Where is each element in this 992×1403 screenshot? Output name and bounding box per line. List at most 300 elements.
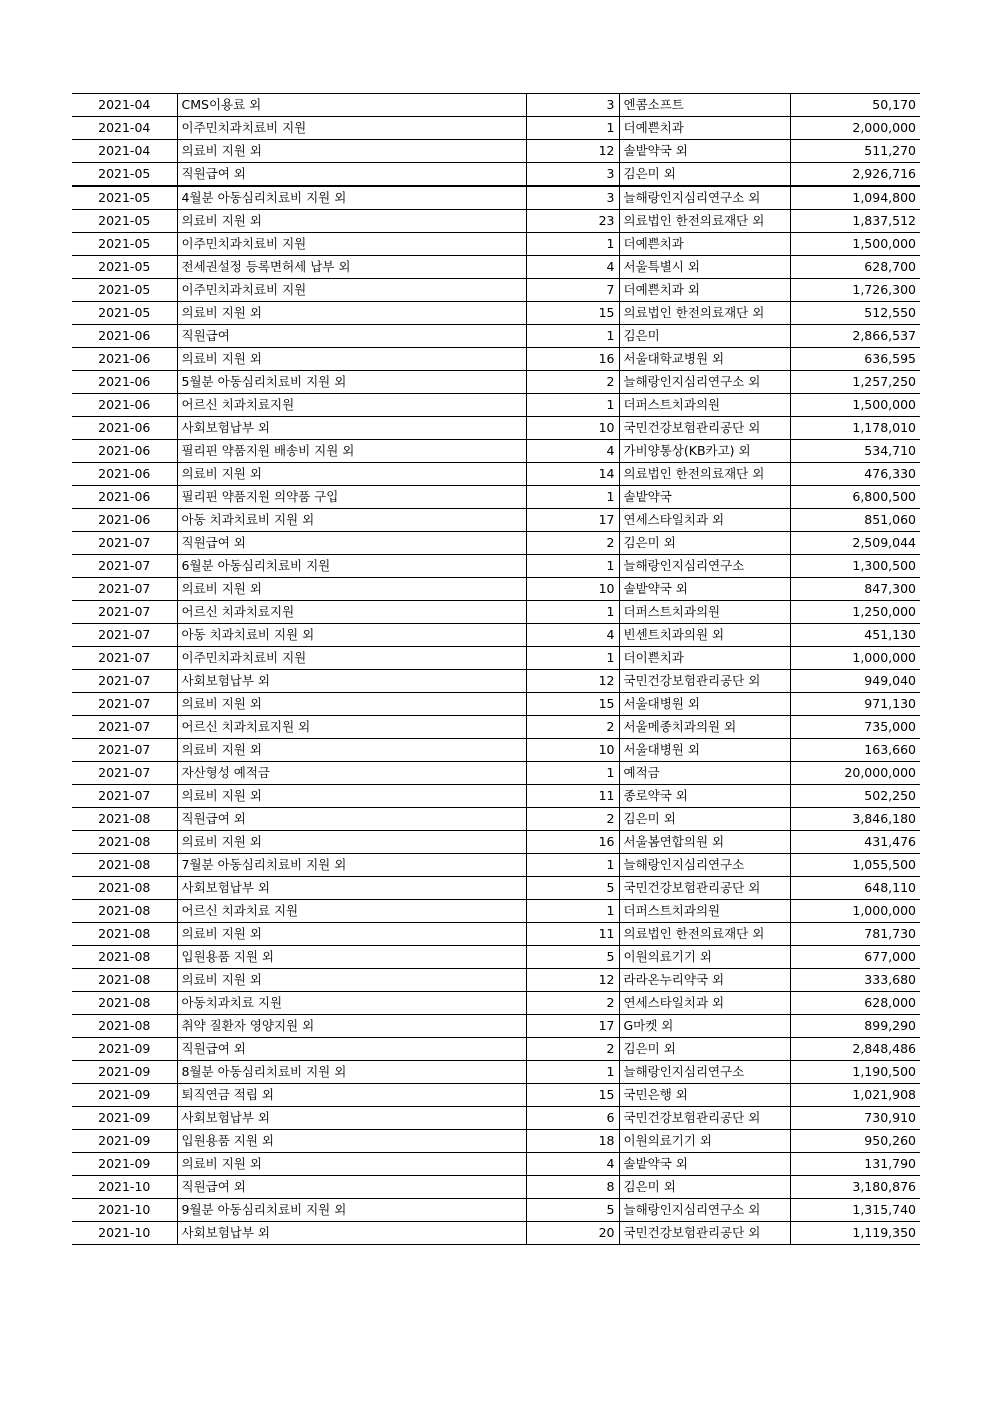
count-cell: 1 xyxy=(526,486,619,509)
date-cell: 2021-06 xyxy=(72,486,177,509)
table-row xyxy=(72,624,920,647)
count-cell: 1 xyxy=(526,647,619,670)
table-row xyxy=(72,555,920,578)
count-cell: 14 xyxy=(526,463,619,486)
amount-cell: 2,926,716 xyxy=(790,163,920,187)
payee-cell: 국민은행 외 xyxy=(619,1084,790,1107)
description-cell: 자산형성 예적금 xyxy=(177,762,526,785)
date-cell: 2021-06 xyxy=(72,463,177,486)
amount-cell: 949,040 xyxy=(790,670,920,693)
table-row xyxy=(72,302,920,325)
payee-cell: 더이쁜치과 xyxy=(619,647,790,670)
count-cell: 1 xyxy=(526,854,619,877)
description-cell: CMS이용료 외 xyxy=(177,94,526,117)
table-row xyxy=(72,1061,920,1084)
description-cell: 사회보험납부 외 xyxy=(177,1222,526,1245)
count-cell: 4 xyxy=(526,440,619,463)
table-row xyxy=(72,233,920,256)
date-cell: 2021-06 xyxy=(72,371,177,394)
payee-cell: 서울특별시 외 xyxy=(619,256,790,279)
table-row xyxy=(72,578,920,601)
amount-cell: 851,060 xyxy=(790,509,920,532)
count-cell: 5 xyxy=(526,877,619,900)
date-cell: 2021-07 xyxy=(72,601,177,624)
amount-cell: 628,000 xyxy=(790,992,920,1015)
description-cell: 어르신 치과치료지원 xyxy=(177,394,526,417)
date-cell: 2021-06 xyxy=(72,509,177,532)
date-cell: 2021-10 xyxy=(72,1199,177,1222)
payee-cell: 엔콤소프트 xyxy=(619,94,790,117)
payee-cell: 가비양통상(KB카고) 외 xyxy=(619,440,790,463)
count-cell: 11 xyxy=(526,785,619,808)
description-cell: 의료비 지원 외 xyxy=(177,140,526,163)
description-cell: 4월분 아동심리치료비 지원 외 xyxy=(177,186,526,210)
payee-cell: 솔밭약국 외 xyxy=(619,140,790,163)
amount-cell: 1,021,908 xyxy=(790,1084,920,1107)
table-row xyxy=(72,94,920,117)
payee-cell: 솔밭약국 외 xyxy=(619,1153,790,1176)
count-cell: 10 xyxy=(526,578,619,601)
count-cell: 16 xyxy=(526,831,619,854)
description-cell: 의료비 지원 외 xyxy=(177,785,526,808)
payee-cell: 이원의료기기 외 xyxy=(619,1130,790,1153)
table-row xyxy=(72,279,920,302)
amount-cell: 512,550 xyxy=(790,302,920,325)
count-cell: 5 xyxy=(526,946,619,969)
count-cell: 4 xyxy=(526,256,619,279)
amount-cell: 1,250,000 xyxy=(790,601,920,624)
date-cell: 2021-07 xyxy=(72,624,177,647)
description-cell: 이주민치과치료비 지원 xyxy=(177,117,526,140)
description-cell: 의료비 지원 외 xyxy=(177,1153,526,1176)
payee-cell: G마켓 외 xyxy=(619,1015,790,1038)
date-cell: 2021-07 xyxy=(72,647,177,670)
description-cell: 의료비 지원 외 xyxy=(177,923,526,946)
table-row xyxy=(72,1107,920,1130)
count-cell: 2 xyxy=(526,716,619,739)
count-cell: 2 xyxy=(526,808,619,831)
payee-cell: 국민건강보험관리공단 외 xyxy=(619,877,790,900)
description-cell: 어르신 치과치료지원 xyxy=(177,601,526,624)
amount-cell: 2,000,000 xyxy=(790,117,920,140)
amount-cell: 3,846,180 xyxy=(790,808,920,831)
expense-table-body xyxy=(72,94,920,1245)
count-cell: 4 xyxy=(526,1153,619,1176)
date-cell: 2021-08 xyxy=(72,923,177,946)
date-cell: 2021-08 xyxy=(72,900,177,923)
count-cell: 10 xyxy=(526,417,619,440)
date-cell: 2021-06 xyxy=(72,394,177,417)
description-cell: 입원용품 지원 외 xyxy=(177,946,526,969)
payee-cell: 솔밭약국 xyxy=(619,486,790,509)
count-cell: 5 xyxy=(526,1199,619,1222)
description-cell: 필리핀 약품지원 의약품 구입 xyxy=(177,486,526,509)
table-row xyxy=(72,969,920,992)
payee-cell: 늘해랑인지심리연구소 외 xyxy=(619,371,790,394)
description-cell: 직원급여 xyxy=(177,325,526,348)
amount-cell: 1,500,000 xyxy=(790,233,920,256)
date-cell: 2021-04 xyxy=(72,117,177,140)
description-cell: 사회보험납부 외 xyxy=(177,1107,526,1130)
date-cell: 2021-08 xyxy=(72,992,177,1015)
payee-cell: 서울대병원 외 xyxy=(619,739,790,762)
amount-cell: 971,130 xyxy=(790,693,920,716)
date-cell: 2021-05 xyxy=(72,302,177,325)
table-row xyxy=(72,785,920,808)
amount-cell: 1,257,250 xyxy=(790,371,920,394)
date-cell: 2021-07 xyxy=(72,555,177,578)
date-cell: 2021-07 xyxy=(72,578,177,601)
description-cell: 아동 치과치료비 지원 외 xyxy=(177,509,526,532)
description-cell: 입원용품 지원 외 xyxy=(177,1130,526,1153)
amount-cell: 20,000,000 xyxy=(790,762,920,785)
date-cell: 2021-07 xyxy=(72,785,177,808)
date-cell: 2021-08 xyxy=(72,877,177,900)
amount-cell: 534,710 xyxy=(790,440,920,463)
amount-cell: 6,800,500 xyxy=(790,486,920,509)
table-row xyxy=(72,1153,920,1176)
table-row xyxy=(72,946,920,969)
count-cell: 23 xyxy=(526,210,619,233)
count-cell: 12 xyxy=(526,670,619,693)
count-cell: 1 xyxy=(526,117,619,140)
table-row xyxy=(72,256,920,279)
date-cell: 2021-05 xyxy=(72,163,177,187)
payee-cell: 서울대학교병원 외 xyxy=(619,348,790,371)
count-cell: 16 xyxy=(526,348,619,371)
date-cell: 2021-04 xyxy=(72,140,177,163)
date-cell: 2021-06 xyxy=(72,440,177,463)
table-row xyxy=(72,210,920,233)
table-row xyxy=(72,1084,920,1107)
date-cell: 2021-09 xyxy=(72,1130,177,1153)
description-cell: 어르신 치과치료 지원 xyxy=(177,900,526,923)
amount-cell: 1,094,800 xyxy=(790,186,920,210)
amount-cell: 1,055,500 xyxy=(790,854,920,877)
table-row xyxy=(72,371,920,394)
payee-cell: 김은미 외 xyxy=(619,1038,790,1061)
expense-table xyxy=(72,93,920,1245)
count-cell: 12 xyxy=(526,969,619,992)
count-cell: 1 xyxy=(526,900,619,923)
table-row xyxy=(72,140,920,163)
date-cell: 2021-06 xyxy=(72,325,177,348)
date-cell: 2021-07 xyxy=(72,693,177,716)
description-cell: 직원급여 외 xyxy=(177,532,526,555)
payee-cell: 더퍼스트치과의원 xyxy=(619,900,790,923)
count-cell: 17 xyxy=(526,1015,619,1038)
payee-cell: 의료법인 한전의료재단 외 xyxy=(619,210,790,233)
date-cell: 2021-07 xyxy=(72,716,177,739)
description-cell: 6월분 아동심리치료비 지원 xyxy=(177,555,526,578)
payee-cell: 이원의료기기 외 xyxy=(619,946,790,969)
description-cell: 이주민치과치료비 지원 xyxy=(177,233,526,256)
date-cell: 2021-05 xyxy=(72,186,177,210)
payee-cell: 더퍼스트치과의원 xyxy=(619,394,790,417)
description-cell: 의료비 지원 외 xyxy=(177,578,526,601)
payee-cell: 솔밭약국 외 xyxy=(619,578,790,601)
payee-cell: 서울봄연합의원 외 xyxy=(619,831,790,854)
payee-cell: 늘해랑인지심리연구소 외 xyxy=(619,186,790,210)
date-cell: 2021-05 xyxy=(72,210,177,233)
date-cell: 2021-05 xyxy=(72,233,177,256)
description-cell: 의료비 지원 외 xyxy=(177,969,526,992)
table-row xyxy=(72,532,920,555)
amount-cell: 163,660 xyxy=(790,739,920,762)
description-cell: 직원급여 외 xyxy=(177,808,526,831)
table-row xyxy=(72,808,920,831)
description-cell: 의료비 지원 외 xyxy=(177,348,526,371)
table-row xyxy=(72,762,920,785)
count-cell: 1 xyxy=(526,555,619,578)
amount-cell: 1,119,350 xyxy=(790,1222,920,1245)
count-cell: 2 xyxy=(526,371,619,394)
count-cell: 18 xyxy=(526,1130,619,1153)
amount-cell: 735,000 xyxy=(790,716,920,739)
amount-cell: 781,730 xyxy=(790,923,920,946)
description-cell: 사회보험납부 외 xyxy=(177,877,526,900)
date-cell: 2021-07 xyxy=(72,532,177,555)
table-row xyxy=(72,693,920,716)
amount-cell: 511,270 xyxy=(790,140,920,163)
table-row xyxy=(72,1176,920,1199)
count-cell: 3 xyxy=(526,94,619,117)
table-row xyxy=(72,854,920,877)
amount-cell: 847,300 xyxy=(790,578,920,601)
description-cell: 직원급여 외 xyxy=(177,163,526,187)
payee-cell: 연세스타일치과 외 xyxy=(619,509,790,532)
table-row xyxy=(72,831,920,854)
count-cell: 10 xyxy=(526,739,619,762)
amount-cell: 431,476 xyxy=(790,831,920,854)
description-cell: 의료비 지원 외 xyxy=(177,463,526,486)
count-cell: 2 xyxy=(526,992,619,1015)
payee-cell: 더퍼스트치과의원 xyxy=(619,601,790,624)
description-cell: 의료비 지원 외 xyxy=(177,302,526,325)
payee-cell: 서울메종치과의원 외 xyxy=(619,716,790,739)
count-cell: 15 xyxy=(526,1084,619,1107)
count-cell: 17 xyxy=(526,509,619,532)
payee-cell: 국민건강보험관리공단 외 xyxy=(619,670,790,693)
amount-cell: 50,170 xyxy=(790,94,920,117)
table-row xyxy=(72,992,920,1015)
table-row xyxy=(72,877,920,900)
description-cell: 전세권설정 등록면허세 납부 외 xyxy=(177,256,526,279)
payee-cell: 김은미 외 xyxy=(619,163,790,187)
date-cell: 2021-10 xyxy=(72,1222,177,1245)
amount-cell: 1,500,000 xyxy=(790,394,920,417)
amount-cell: 899,290 xyxy=(790,1015,920,1038)
description-cell: 아동 치과치료비 지원 외 xyxy=(177,624,526,647)
description-cell: 9월분 아동심리치료비 지원 외 xyxy=(177,1199,526,1222)
payee-cell: 더예쁜치과 xyxy=(619,117,790,140)
description-cell: 의료비 지원 외 xyxy=(177,210,526,233)
description-cell: 사회보험납부 외 xyxy=(177,670,526,693)
date-cell: 2021-08 xyxy=(72,854,177,877)
description-cell: 이주민치과치료비 지원 xyxy=(177,279,526,302)
table-row xyxy=(72,1015,920,1038)
description-cell: 사회보험납부 외 xyxy=(177,417,526,440)
table-row xyxy=(72,394,920,417)
amount-cell: 636,595 xyxy=(790,348,920,371)
table-row xyxy=(72,117,920,140)
amount-cell: 1,190,500 xyxy=(790,1061,920,1084)
payee-cell: 늘해랑인지심리연구소 xyxy=(619,555,790,578)
date-cell: 2021-09 xyxy=(72,1038,177,1061)
count-cell: 20 xyxy=(526,1222,619,1245)
count-cell: 3 xyxy=(526,163,619,187)
amount-cell: 3,180,876 xyxy=(790,1176,920,1199)
amount-cell: 502,250 xyxy=(790,785,920,808)
count-cell: 12 xyxy=(526,140,619,163)
table-row xyxy=(72,325,920,348)
count-cell: 11 xyxy=(526,923,619,946)
date-cell: 2021-09 xyxy=(72,1153,177,1176)
description-cell: 7월분 아동심리치료비 지원 외 xyxy=(177,854,526,877)
description-cell: 직원급여 외 xyxy=(177,1176,526,1199)
table-row xyxy=(72,163,920,187)
table-row xyxy=(72,601,920,624)
description-cell: 의료비 지원 외 xyxy=(177,693,526,716)
payee-cell: 의료법인 한전의료재단 외 xyxy=(619,463,790,486)
table-row xyxy=(72,440,920,463)
table-row xyxy=(72,670,920,693)
amount-cell: 1,315,740 xyxy=(790,1199,920,1222)
payee-cell: 김은미 xyxy=(619,325,790,348)
table-row xyxy=(72,1130,920,1153)
table-row xyxy=(72,1038,920,1061)
amount-cell: 628,700 xyxy=(790,256,920,279)
payee-cell: 연세스타일치과 외 xyxy=(619,992,790,1015)
date-cell: 2021-09 xyxy=(72,1084,177,1107)
table-row xyxy=(72,417,920,440)
amount-cell: 1,837,512 xyxy=(790,210,920,233)
payee-cell: 의료법인 한전의료재단 외 xyxy=(619,923,790,946)
description-cell: 의료비 지원 외 xyxy=(177,831,526,854)
count-cell: 15 xyxy=(526,693,619,716)
description-cell: 퇴직연금 적립 외 xyxy=(177,1084,526,1107)
table-row xyxy=(72,348,920,371)
count-cell: 15 xyxy=(526,302,619,325)
amount-cell: 1,726,300 xyxy=(790,279,920,302)
payee-cell: 서울대병원 외 xyxy=(619,693,790,716)
description-cell: 5월분 아동심리치료비 지원 외 xyxy=(177,371,526,394)
payee-cell: 김은미 외 xyxy=(619,808,790,831)
payee-cell: 더예쁜치과 외 xyxy=(619,279,790,302)
payee-cell: 빈센트치과의원 외 xyxy=(619,624,790,647)
amount-cell: 1,000,000 xyxy=(790,900,920,923)
payee-cell: 국민건강보험관리공단 외 xyxy=(619,1107,790,1130)
date-cell: 2021-07 xyxy=(72,739,177,762)
payee-cell: 더예쁜치과 xyxy=(619,233,790,256)
count-cell: 7 xyxy=(526,279,619,302)
payee-cell: 국민건강보험관리공단 외 xyxy=(619,417,790,440)
count-cell: 1 xyxy=(526,601,619,624)
table-row xyxy=(72,509,920,532)
count-cell: 4 xyxy=(526,624,619,647)
description-cell: 직원급여 외 xyxy=(177,1038,526,1061)
amount-cell: 2,866,537 xyxy=(790,325,920,348)
count-cell: 2 xyxy=(526,532,619,555)
amount-cell: 2,848,486 xyxy=(790,1038,920,1061)
amount-cell: 950,260 xyxy=(790,1130,920,1153)
description-cell: 필리핀 약품지원 배송비 지원 외 xyxy=(177,440,526,463)
date-cell: 2021-06 xyxy=(72,348,177,371)
date-cell: 2021-09 xyxy=(72,1061,177,1084)
amount-cell: 476,330 xyxy=(790,463,920,486)
table-row xyxy=(72,923,920,946)
table-row xyxy=(72,486,920,509)
date-cell: 2021-06 xyxy=(72,417,177,440)
date-cell: 2021-05 xyxy=(72,279,177,302)
date-cell: 2021-08 xyxy=(72,808,177,831)
amount-cell: 677,000 xyxy=(790,946,920,969)
amount-cell: 2,509,044 xyxy=(790,532,920,555)
count-cell: 2 xyxy=(526,1038,619,1061)
table-row xyxy=(72,1199,920,1222)
payee-cell: 종로약국 외 xyxy=(619,785,790,808)
count-cell: 1 xyxy=(526,394,619,417)
table-row xyxy=(72,463,920,486)
count-cell: 1 xyxy=(526,762,619,785)
payee-cell: 라라온누리약국 외 xyxy=(619,969,790,992)
amount-cell: 1,178,010 xyxy=(790,417,920,440)
amount-cell: 451,130 xyxy=(790,624,920,647)
payee-cell: 늘해랑인지심리연구소 xyxy=(619,1061,790,1084)
count-cell: 6 xyxy=(526,1107,619,1130)
amount-cell: 1,300,500 xyxy=(790,555,920,578)
date-cell: 2021-07 xyxy=(72,762,177,785)
payee-cell: 예적금 xyxy=(619,762,790,785)
date-cell: 2021-09 xyxy=(72,1107,177,1130)
count-cell: 3 xyxy=(526,186,619,210)
amount-cell: 333,680 xyxy=(790,969,920,992)
table-row xyxy=(72,739,920,762)
date-cell: 2021-08 xyxy=(72,946,177,969)
description-cell: 8월분 아동심리치료비 지원 외 xyxy=(177,1061,526,1084)
date-cell: 2021-08 xyxy=(72,831,177,854)
date-cell: 2021-05 xyxy=(72,256,177,279)
description-cell: 의료비 지원 외 xyxy=(177,739,526,762)
table-row xyxy=(72,900,920,923)
payee-cell: 늘해랑인지심리연구소 xyxy=(619,854,790,877)
payee-cell: 늘해랑인지심리연구소 외 xyxy=(619,1199,790,1222)
table-row xyxy=(72,716,920,739)
description-cell: 어르신 치과치료지원 외 xyxy=(177,716,526,739)
table-row xyxy=(72,647,920,670)
payee-cell: 국민건강보험관리공단 외 xyxy=(619,1222,790,1245)
amount-cell: 648,110 xyxy=(790,877,920,900)
payee-cell: 김은미 외 xyxy=(619,532,790,555)
description-cell: 취약 질환자 영양지원 외 xyxy=(177,1015,526,1038)
description-cell: 이주민치과치료비 지원 xyxy=(177,647,526,670)
table-row xyxy=(72,186,920,210)
amount-cell: 1,000,000 xyxy=(790,647,920,670)
date-cell: 2021-08 xyxy=(72,969,177,992)
count-cell: 8 xyxy=(526,1176,619,1199)
count-cell: 1 xyxy=(526,1061,619,1084)
date-cell: 2021-07 xyxy=(72,670,177,693)
amount-cell: 730,910 xyxy=(790,1107,920,1130)
table-row xyxy=(72,1222,920,1245)
date-cell: 2021-08 xyxy=(72,1015,177,1038)
date-cell: 2021-10 xyxy=(72,1176,177,1199)
amount-cell: 131,790 xyxy=(790,1153,920,1176)
description-cell: 아동치과치료 지원 xyxy=(177,992,526,1015)
payee-cell: 김은미 외 xyxy=(619,1176,790,1199)
count-cell: 1 xyxy=(526,325,619,348)
date-cell: 2021-04 xyxy=(72,94,177,117)
